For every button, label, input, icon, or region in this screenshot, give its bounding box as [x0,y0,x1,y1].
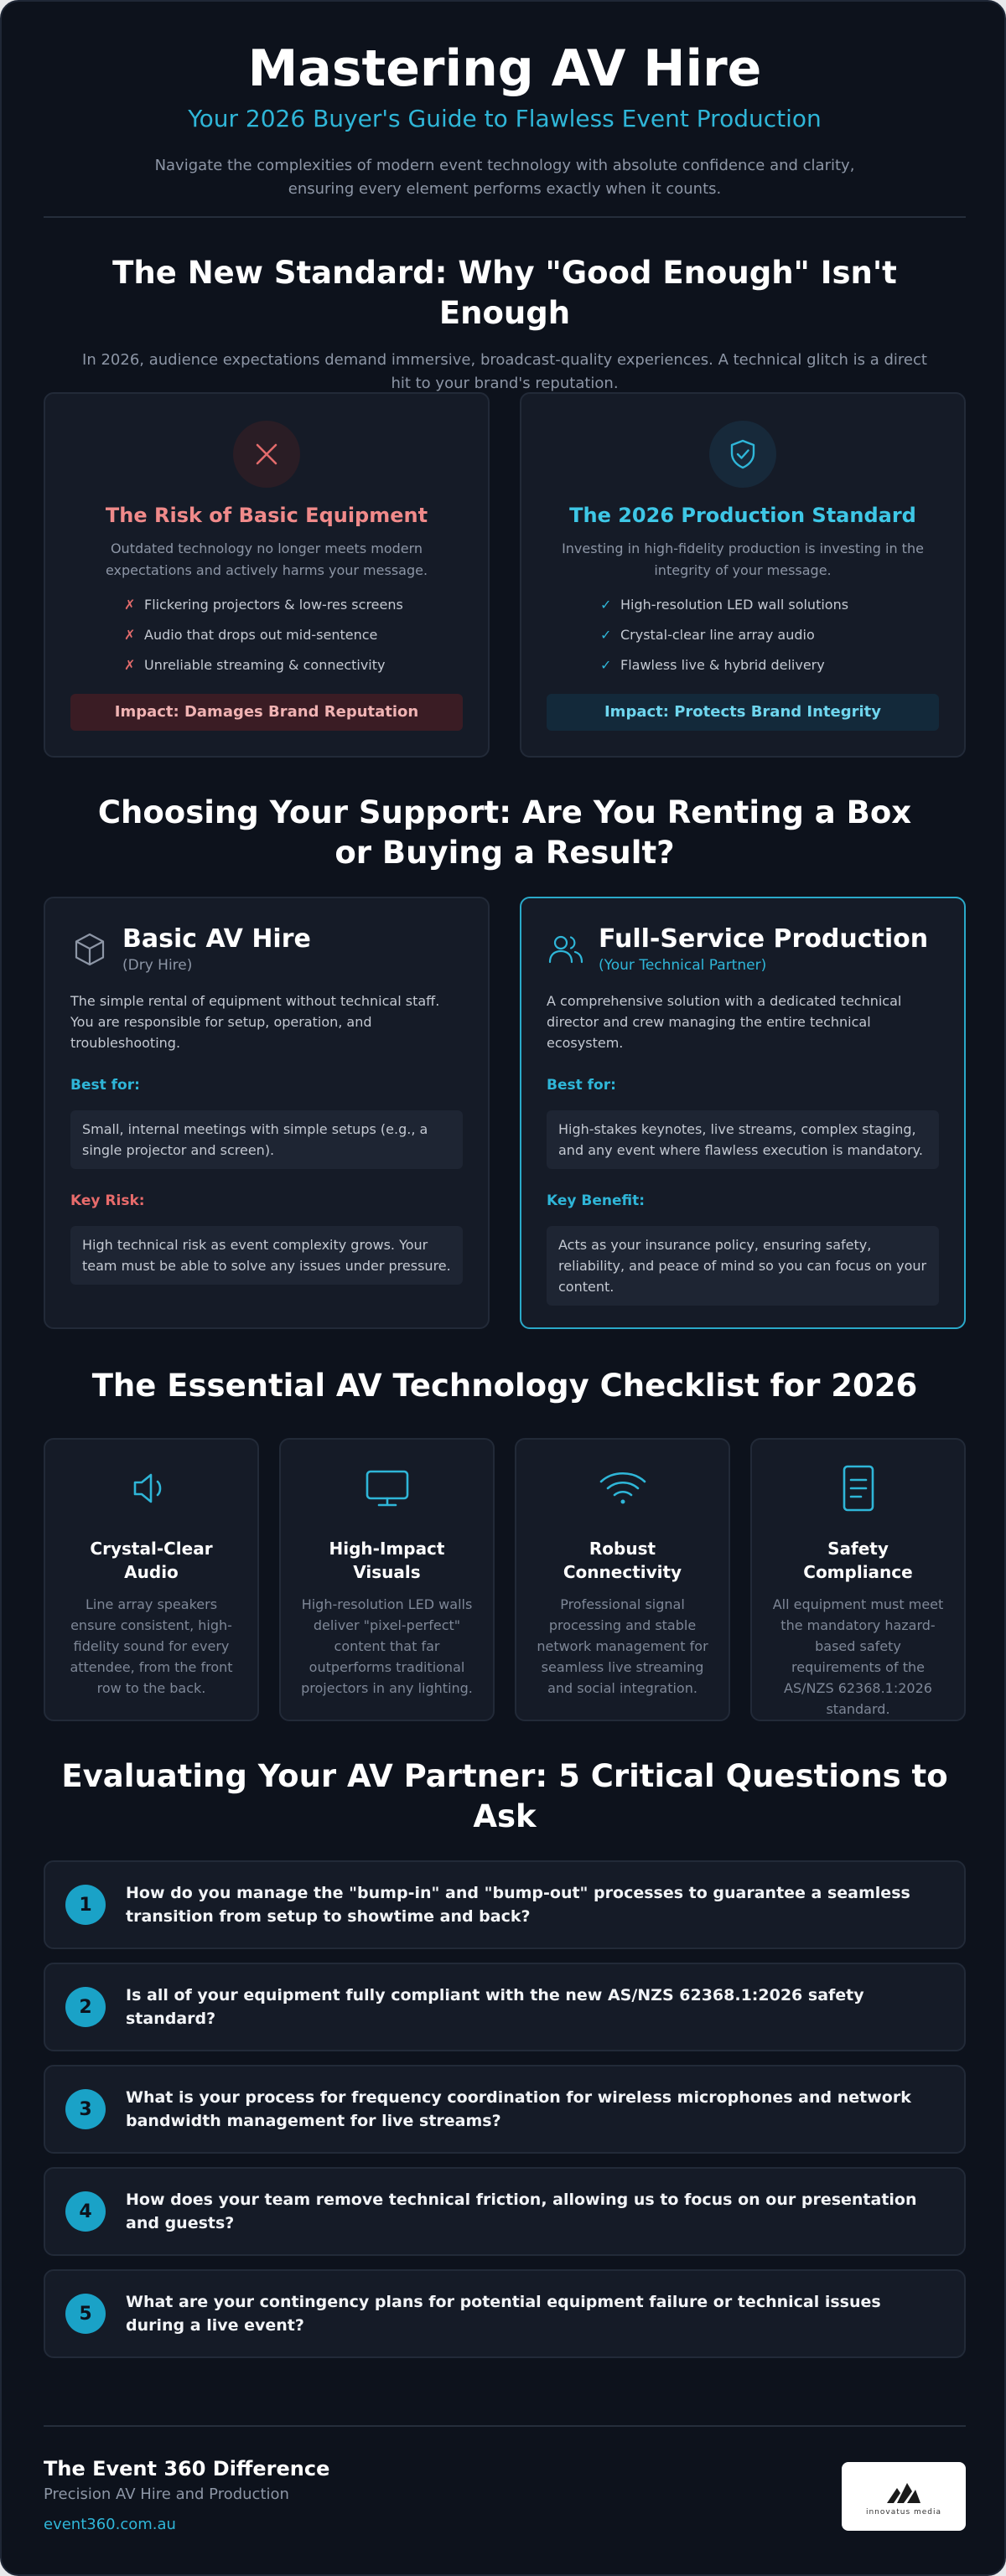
standard-section [44,253,966,396]
question-text: Is all of your equipment fully compliant with the new AS/NZS 62368.1:2026 safety standard? [126,1986,864,2028]
checklist-card-audio [44,1438,259,1721]
company-logo [842,2462,966,2531]
production-impact-badge: Impact: Protects Brand Integrity [547,694,939,731]
users-icon [547,930,589,972]
page-subtitle: Your 2026 Buyer's Guide to Flawless Event Production [188,105,822,132]
monitor-icon [360,1461,414,1515]
risk-title: The Risk of Basic Equipment [105,504,428,527]
x-icon [233,421,300,488]
checklist-card-connectivity [515,1438,730,1721]
card-title: High-Impact Visuals [329,1539,445,1582]
question-item [44,2167,966,2256]
questions-section [52,1756,957,1837]
list-item: ✓ Flawless live & hybrid delivery [600,650,885,680]
divider [44,216,966,218]
list-item: ✗ Flickering projectors & low-res screens [124,590,409,620]
logo-text: innovatus media [865,2508,942,2517]
footer-subtitle: Precision AV Hire and Production [44,2485,289,2503]
question-number: 4 [65,2191,106,2232]
card-title: Crystal-Clear Audio [90,1539,213,1582]
question-text: What is your process for frequency coordination for wireless microphones and network bandwidth management for live streams? [126,2088,911,2130]
question-number: 3 [65,2089,106,2129]
question-text: How do you manage the "bump-in" and "bump-out" processes to guarantee a seamless transition from setup to showtime and back? [126,1884,910,1926]
card-title: Robust Connectivity [563,1539,682,1582]
support-section [77,793,932,873]
risk-list [124,590,409,680]
section-title: Evaluating Your AV Partner: 5 Critical Questions to Ask [61,1758,948,1834]
checklist-card-visuals [279,1438,495,1721]
document-icon [832,1461,885,1515]
divider [44,2425,966,2427]
shield-check-icon [709,421,776,488]
best-for-box: High-stakes keynotes, live streams, complex staging, and any event where flawless execution is mandatory. [547,1110,939,1169]
production-card [520,392,966,758]
box-icon [70,930,112,972]
key-risk-label: Key Risk: [70,1192,145,1209]
risk-impact-badge: Impact: Damages Brand Reputation [70,694,463,731]
card-description: Line array speakers ensure consistent, high-fidelity sound for every attendee, from the front row to the back. [70,1596,233,1696]
question-number: 2 [65,1987,106,2027]
question-number: 5 [65,2294,106,2334]
cross-mark-icon: ✗ [124,627,136,643]
best-for-label: Best for: [547,1077,616,1094]
card-title: Basic AV Hire [122,924,311,954]
best-for-label: Best for: [70,1077,140,1094]
question-text: What are your contingency plans for potential equipment failure or technical issues during a live event? [126,2293,881,2335]
cross-mark-icon: ✗ [124,597,136,613]
card-description: All equipment must meet the mandatory hazard-based safety requirements of the AS/NZS 62368.1:2026 standard. [772,1596,944,1717]
question-item [44,2065,966,2154]
list-item: ✓ Crystal-clear line array audio [600,620,885,650]
section-title: The Essential AV Technology Checklist for 2026 [91,1368,918,1404]
header [44,35,966,201]
footer-website-link[interactable]: event360.com.au [44,2516,176,2533]
logo-mark-icon [880,2476,927,2506]
card-title: Safety Compliance [803,1539,913,1582]
production-description: Investing in high-fidelity production is investing in the integrity of your message. [562,541,924,578]
check-mark-icon: ✓ [600,627,612,643]
card-tag: (Your Technical Partner) [599,957,767,974]
list-item: ✗ Unreliable streaming & connectivity [124,650,409,680]
card-body: The simple rental of equipment without technical staff. You are responsible for setup, operation, and troubleshooting. [70,993,440,1051]
page-description: Navigate the complexities of modern event technology with absolute confidence and clarity, ensuring every element performs exactly when it counts. [154,157,855,198]
basic-hire-card [44,897,490,1329]
question-item [44,1860,966,1949]
question-text: How does your team remove technical friction, allowing us to focus on our presentation and guests? [126,2191,917,2232]
section-title: Choosing Your Support: Are You Renting a Box or Buying a Result? [97,794,912,871]
footer-title: The Event 360 Difference [44,2457,330,2480]
section-title: The New Standard: Why "Good Enough" Isn't Enough [112,255,897,331]
question-item [44,1963,966,2051]
check-mark-icon: ✓ [600,657,612,673]
checklist-section [44,1366,966,1406]
card-description: High-resolution LED walls deliver "pixel-perfect" content that far outperforms traditional projectors in any lighting. [301,1596,473,1696]
full-service-card [520,897,966,1329]
risk-description: Outdated technology no longer meets modern expectations and actively harms your message. [105,541,428,578]
speaker-icon [125,1461,179,1515]
key-benefit-label: Key Benefit: [547,1192,646,1209]
best-for-box: Small, internal meetings with simple setups (e.g., a single projector and screen). [70,1110,463,1169]
card-title: Full-Service Production [599,924,929,954]
question-item [44,2269,966,2358]
checklist-card-safety [750,1438,966,1721]
production-title: The 2026 Production Standard [569,504,916,527]
check-mark-icon: ✓ [600,597,612,613]
list-item: ✓ High-resolution LED wall solutions [600,590,885,620]
card-body: A comprehensive solution with a dedicated technical director and crew managing the entire technical ecosystem. [547,993,902,1051]
key-benefit-box: Acts as your insurance policy, ensuring safety, reliability, and peace of mind so you can focus on your content. [547,1226,939,1306]
wifi-icon [596,1461,650,1515]
card-description: Professional signal processing and stable network management for seamless live streaming and social integration. [537,1596,708,1696]
section-description: In 2026, audience expectations demand immersive, broadcast-quality experiences. A technical glitch is a direct hit to your brand's reputation. [82,351,927,392]
list-item: ✗ Audio that drops out mid-sentence [124,620,409,650]
risk-card [44,392,490,758]
production-list [600,590,885,680]
question-number: 1 [65,1885,106,1925]
page-title: Mastering AV Hire [247,39,762,98]
key-risk-box: High technical risk as event complexity grows. Your team must be able to solve any issues under pressure. [70,1226,463,1285]
cross-mark-icon: ✗ [124,657,136,673]
card-tag: (Dry Hire) [122,957,193,974]
